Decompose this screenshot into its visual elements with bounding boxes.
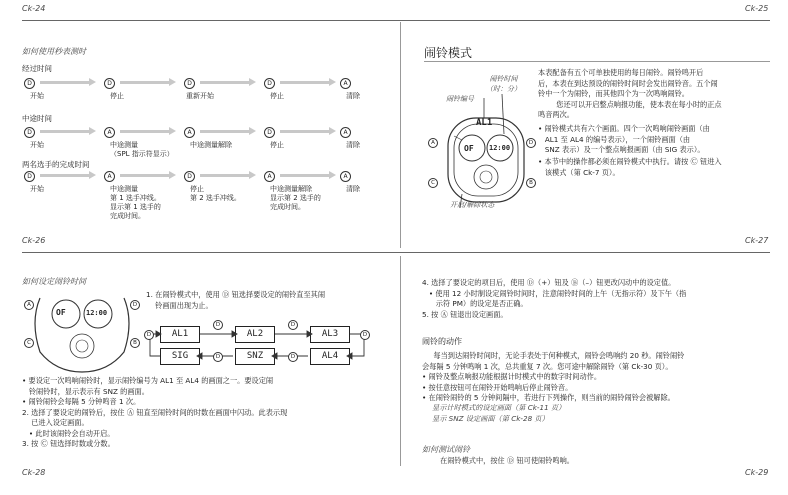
page-number-ck29: Ck-29: [745, 468, 769, 477]
page-number-ck26: Ck-26: [22, 236, 46, 245]
stopwatch-section-title: 如何使用秒表测时: [22, 47, 86, 56]
screen-sig: SIG: [160, 348, 200, 365]
alarm-time-label: 闹铃时间 （时：分）: [486, 75, 521, 93]
alarm-intro-text: 本表配备有五个可单独使用的每日闹铃。闹铃鸣开后 后，本表在到达预设的闹铃时间时会发出闹铃音。五个闹 铃中一个为闹铃，而其他四个为一次鸣响闹铃。 您还可以开启整点响报功能，使本表在每小时的正点 鸣音两次。: [538, 68, 722, 119]
button-d-icon: D: [24, 127, 35, 138]
step-label: 中途测量解除 显示第 2 选手的 完成时间。: [270, 185, 321, 211]
button-d-icon: D: [360, 330, 370, 340]
arrow-icon: [120, 174, 170, 177]
step-label: 清除: [346, 141, 360, 149]
arrow-icon: [40, 130, 90, 133]
arrow-icon: [280, 130, 330, 133]
step-label: 中途测量解除: [190, 141, 232, 149]
screen-snz: SNZ: [235, 348, 275, 365]
button-d-icon: D: [24, 78, 35, 89]
button-a-icon: A: [340, 78, 351, 89]
button-a-icon: A: [184, 127, 195, 138]
button-d-icon: D: [144, 330, 154, 340]
alarm-action-text: 每当到达闹铃时间时，无论手表处于何种模式，闹铃会鸣响约 20 秒。闹铃闹铃 会每隔 5 分钟鸣响 1 次，总共重复 7 次。您可途中解除闹铃（第 Ck-30 页）。 • 闹铃及整点响报功能根据计时模式中的数字时间动作。 • 按任意按钮可在闹铃开始鸣响后停止闹铃音。 • 在闹铃闹铃的 5 分钟间隔中，若进行下列操作，则当前的闹铃闹铃会被解除。: [422, 351, 685, 402]
alarm-bullet-mode: • 本节中的操作都必须在闹铃模式中执行。请按 Ⓒ 钮进入 该模式（第 Ck-7 页）。: [538, 157, 722, 177]
step-label: 清除: [346, 185, 360, 193]
step-label: 停止: [110, 92, 124, 100]
step-label: 开始: [30, 185, 44, 193]
watch-onoff-display: OF: [464, 144, 474, 153]
cycle-arrows-icon: [140, 322, 380, 370]
step-label: 中途测量 （SPL 指示符显示）: [110, 141, 174, 158]
watch-alarm-number: AL1: [476, 118, 493, 128]
button-d-icon: D: [288, 320, 298, 330]
button-a-icon: A: [340, 127, 351, 138]
step-label: 停止: [270, 141, 284, 149]
arrow-icon: [40, 81, 90, 84]
step-label: 停止: [270, 92, 284, 100]
arrow-icon: [280, 174, 330, 177]
top-column-divider: [400, 22, 401, 248]
step-label: 中途测量 第 1 选手冲线。 显示第 1 选手的 完成时间。: [110, 185, 161, 220]
arrow-icon: [200, 174, 250, 177]
bottom-column-divider: [400, 256, 401, 466]
button-a-icon: A: [24, 300, 34, 310]
button-d-icon: D: [24, 171, 35, 182]
step-label: 开始: [30, 141, 44, 149]
button-d-icon: D: [526, 138, 536, 148]
page-number-ck24: Ck-24: [22, 4, 46, 13]
button-d-icon: D: [288, 352, 298, 362]
page-number-ck25: Ck-25: [745, 4, 769, 13]
test-alarm-text: 在闹铃模式中，按住 Ⓓ 钮可使闹铃鸣响。: [440, 456, 574, 465]
button-a-icon: A: [104, 127, 115, 138]
screen-al2: AL2: [235, 326, 275, 343]
set-alarm-section-title: 如何设定闹铃时间: [22, 277, 86, 286]
button-c-icon: C: [24, 338, 34, 348]
step-label: 停止 第 2 选手冲线。: [190, 185, 241, 202]
alarm-mode-title: 闹铃模式: [424, 46, 473, 60]
set-alarm-step1: 1. 在闹铃模式中，使用 Ⓓ 钮选择要设定的闹铃直至其闹 铃画面出现为止。: [146, 290, 326, 310]
onoff-status-label: 开启/解除状态: [450, 201, 495, 209]
button-a-icon: A: [104, 171, 115, 182]
button-d-icon: D: [264, 127, 275, 138]
arrow-icon: [200, 81, 250, 84]
button-c-icon: C: [428, 178, 438, 188]
alarm-number-label: 闹铃编号: [446, 95, 474, 103]
arrow-icon: [120, 81, 170, 84]
set-alarm-steps-4-5: 4. 选择了要设定的项目后，使用 Ⓓ（+）钮及 Ⓑ（–）钮更改闪动中的设定值。 • 使用 12 小时制设定闹铃时间时，注意闹铃时间的上午（无指示符）及下午（指 示符 PM）的设定是否正确。 5. 按 Ⓐ 钮退出设定画面。: [422, 278, 687, 319]
button-d-icon: D: [264, 78, 275, 89]
test-alarm-title: 如何测试闹铃: [422, 445, 470, 454]
watch-illustration-icon: [26, 292, 138, 376]
button-d-icon: D: [130, 300, 140, 310]
watch-time-display: 12:00: [489, 144, 511, 152]
screen-al1: AL1: [160, 326, 200, 343]
button-a-icon: A: [264, 171, 275, 182]
split-heading: 中途时间: [22, 114, 52, 123]
top-rule: [22, 20, 770, 21]
watch-onoff-display: OF: [56, 308, 66, 317]
alarm-action-title: 闹铃的动作: [422, 337, 462, 346]
step-label: 清除: [346, 92, 360, 100]
button-d-icon: D: [184, 78, 195, 89]
button-d-icon: D: [184, 171, 195, 182]
screen-al3: AL3: [310, 326, 350, 343]
alarm-action-refs: 显示计时模式的设定画面（第 Ck-11 页） 显示 SNZ 设定画面（第 Ck-28 页）: [432, 403, 566, 423]
button-d-icon: D: [213, 352, 223, 362]
watch-illustration-icon: [424, 74, 536, 214]
middle-rule: [22, 252, 770, 253]
arrow-icon: [200, 130, 250, 133]
watch-time-display: 12:00: [86, 309, 108, 317]
two-finishers-heading: 两名选手的完成时间: [22, 160, 90, 169]
elapsed-heading: 经过时间: [22, 64, 52, 73]
arrow-icon: [120, 130, 170, 133]
step-label: 重新开始: [186, 92, 214, 100]
arrow-icon: [40, 174, 90, 177]
set-alarm-notes: • 要设定一次鸣响闹铃时，显示闹铃编号为 AL1 至 AL4 的画面之一。要设定闹 铃闹铃时，显示表示有 SNZ 的画面。 • 闹铃闹铃会每隔 5 分钟鸣音 1 次。 2. 选择了要设定的闹铃后，按住 Ⓐ 钮直至闹铃时间的时数在画面中闪动。此表示现 已进入设定画面。 • 此时该闹铃会自动开启。 3. 按 Ⓒ 钮选择时数或分数。: [22, 376, 288, 448]
button-b-icon: B: [130, 338, 140, 348]
button-d-icon: D: [104, 78, 115, 89]
alarm-bullet-screens: • 闹铃模式共有六个画面。四个一次鸣响闹铃画面（由 AL1 至 AL4 的编号表示），一个闹铃画面（由 SNZ 表示）及一个整点响报画面（由 SIG 表示）。: [538, 124, 710, 154]
button-d-icon: D: [213, 320, 223, 330]
button-a-icon: A: [340, 171, 351, 182]
arrow-icon: [280, 81, 330, 84]
screen-al4: AL4: [310, 348, 350, 365]
button-a-icon: A: [428, 138, 438, 148]
page-number-ck28: Ck-28: [22, 468, 46, 477]
alarm-title-underline: [424, 61, 770, 62]
page-number-ck27: Ck-27: [745, 236, 769, 245]
step-label: 开始: [30, 92, 44, 100]
button-b-icon: B: [526, 178, 536, 188]
